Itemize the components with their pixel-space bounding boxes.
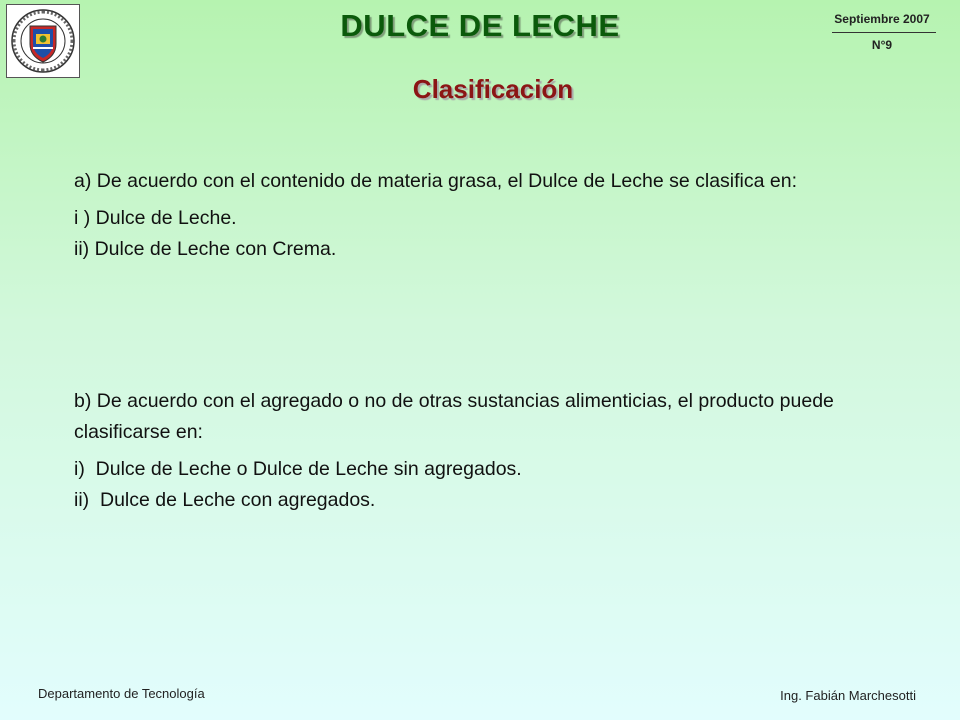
section-a — [74, 166, 854, 265]
date-label: Septiembre 2007 — [834, 12, 930, 26]
section-b-intro: b) De acuerdo con el agregado o no de otras sustancias alimenticias, el producto puede clasificarse en: — [74, 390, 834, 443]
section-b-item: i) Dulce de Leche o Dulce de Leche sin agregados. — [74, 458, 522, 480]
issue-number: N°9 — [871, 38, 893, 52]
date-divider — [832, 32, 936, 33]
section-a-item: ii) Dulce de Leche con Crema. — [74, 238, 337, 260]
footer-author: Ing. Fabián Marchesotti — [780, 688, 916, 703]
slide-subtitle: Clasificación — [412, 74, 574, 104]
section-a-item: i ) Dulce de Leche. — [74, 207, 237, 229]
section-a-intro: a) De acuerdo con el contenido de materia grasa, el Dulce de Leche se clasifica en: — [74, 170, 798, 192]
section-b — [74, 386, 854, 516]
footer-department: Departamento de Tecnología — [38, 686, 205, 701]
section-b-item: ii) Dulce de Leche con agregados. — [74, 489, 376, 511]
slide-title: DULCE DE LECHE — [340, 8, 620, 43]
